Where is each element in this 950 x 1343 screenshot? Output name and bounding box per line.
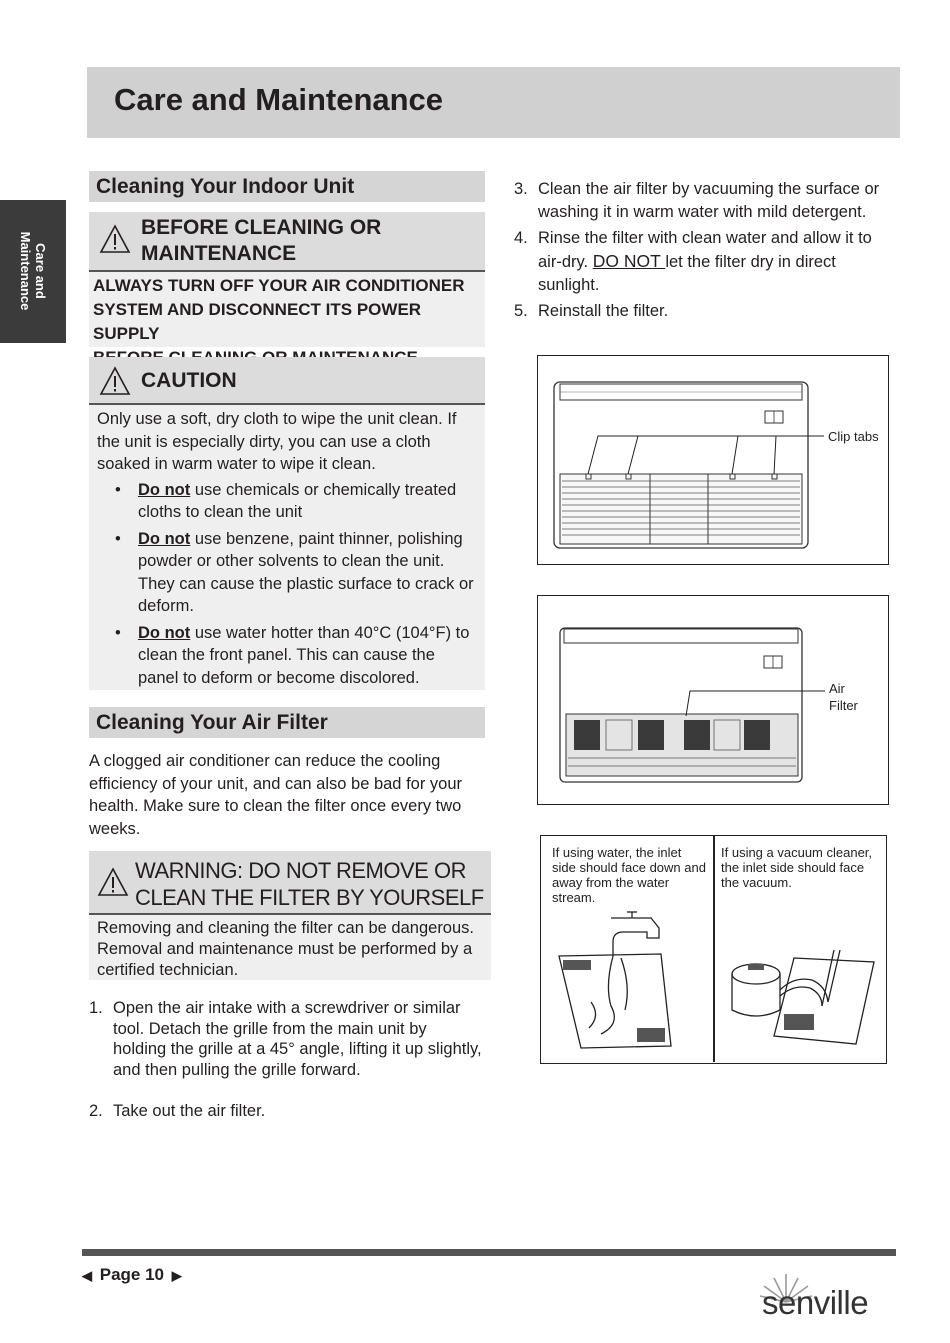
list-item: 3. Clean the air filter by vacuuming the surface or washing it in warm water with mild detergent. (514, 180, 880, 221)
before-warning-text: ALWAYS TURN OFF YOUR AIR CONDITIONER SYSTEM AND DISCONNECT ITS POWER SUPPLY (93, 276, 465, 343)
faucet-washing-icon (541, 906, 713, 1062)
water-caption: If using water, the inlet side should face down and away from the water stream. (552, 845, 706, 905)
side-tab (0, 200, 66, 343)
next-page-icon[interactable]: ▶ (171, 1268, 182, 1283)
indoor-heading: Cleaning Your Indoor Unit (89, 171, 485, 202)
warning-title-line1: WARNING: DO NOT REMOVE OR (135, 858, 466, 883)
clip-tabs-label: Clip tabs (828, 429, 879, 444)
footer-rule (82, 1249, 896, 1256)
filter-warning-header (89, 851, 491, 915)
filter-warning-box (89, 851, 491, 980)
senville-logo (756, 1268, 886, 1324)
before-title-line1: BEFORE CLEANING OR (141, 216, 382, 239)
air-filter-figure (537, 595, 889, 805)
before-cleaning-header (89, 212, 485, 272)
air-filter-label: Air Filter (829, 681, 858, 713)
clip-tabs-figure (537, 355, 889, 565)
list-item: • Do not use chemicals or chemically treated cloths to clean the unit (115, 480, 457, 521)
caution-title: CAUTION (141, 369, 237, 392)
prev-page-icon[interactable]: ◀ (82, 1268, 92, 1283)
side-tab-label: Care and Maintenance (18, 231, 48, 311)
list-item: 5. Reinstall the filter. (514, 302, 669, 320)
filter-intro: A clogged air conditioner can reduce the cooling efficiency of your unit, and can also be bad for your health. Make sure to clean the filter once every two weeks. (89, 752, 463, 838)
warning-title-line2: CLEAN THE FILTER BY YOURSELF (135, 885, 484, 910)
warning-triangle-icon (99, 366, 131, 396)
before-title-line2: MAINTENANCE (141, 242, 297, 265)
caution-header (89, 357, 485, 405)
caution-list (97, 479, 479, 690)
caution-box (89, 357, 485, 690)
warning-triangle-icon (99, 224, 131, 254)
list-item: 4. Rinse the filter with clean water and allow it to air-dry. DO NOT let the filter dry in direct sunlight. (514, 229, 872, 294)
warning-text: Removing and cleaning the filter can be dangerous. Removal and maintenance must be performed by a certified technician. (97, 919, 474, 979)
vacuum-cleaner-icon (714, 906, 886, 1062)
list-item: 2. Take out the air filter. (89, 1102, 266, 1120)
filter-heading: Cleaning Your Air Filter (89, 707, 485, 738)
steps-list-left (89, 998, 484, 1122)
indoor-unit-diagram (538, 356, 887, 563)
list-item: 1. Open the air intake with a screwdriver or similar tool. Detach the grille from the main unit by holding the grille at a 45° angle, lifting it up slightly, and then pulling the grille forward. (89, 999, 482, 1079)
list-item: • Do not use benzene, paint thinner, polishing powder or other solvents to clean the unit. They can cause the plastic surface to crack or deform. (115, 529, 474, 615)
steps-list-right (514, 178, 894, 323)
before-cleaning-box (89, 212, 485, 347)
page-number: ◀ Page 10 ▶ (82, 1265, 182, 1284)
vacuum-caption: If using a vacuum cleaner, the inlet side should face the vacuum. (721, 845, 873, 890)
list-item: • Do not use water hotter than 40°C (104°F) to clean the front panel. This can cause the panel to deform or become discolored. (115, 623, 470, 687)
caution-intro: Only use a soft, dry cloth to wipe the unit clean. If the unit is especially dirty, you can use a cloth soaked in warm water to wipe it clean. (97, 410, 457, 473)
page-title: Care and Maintenance (114, 82, 444, 117)
warning-triangle-icon (97, 867, 129, 897)
brand-name: senville (762, 1284, 869, 1321)
cleaning-methods-figure (540, 835, 887, 1064)
